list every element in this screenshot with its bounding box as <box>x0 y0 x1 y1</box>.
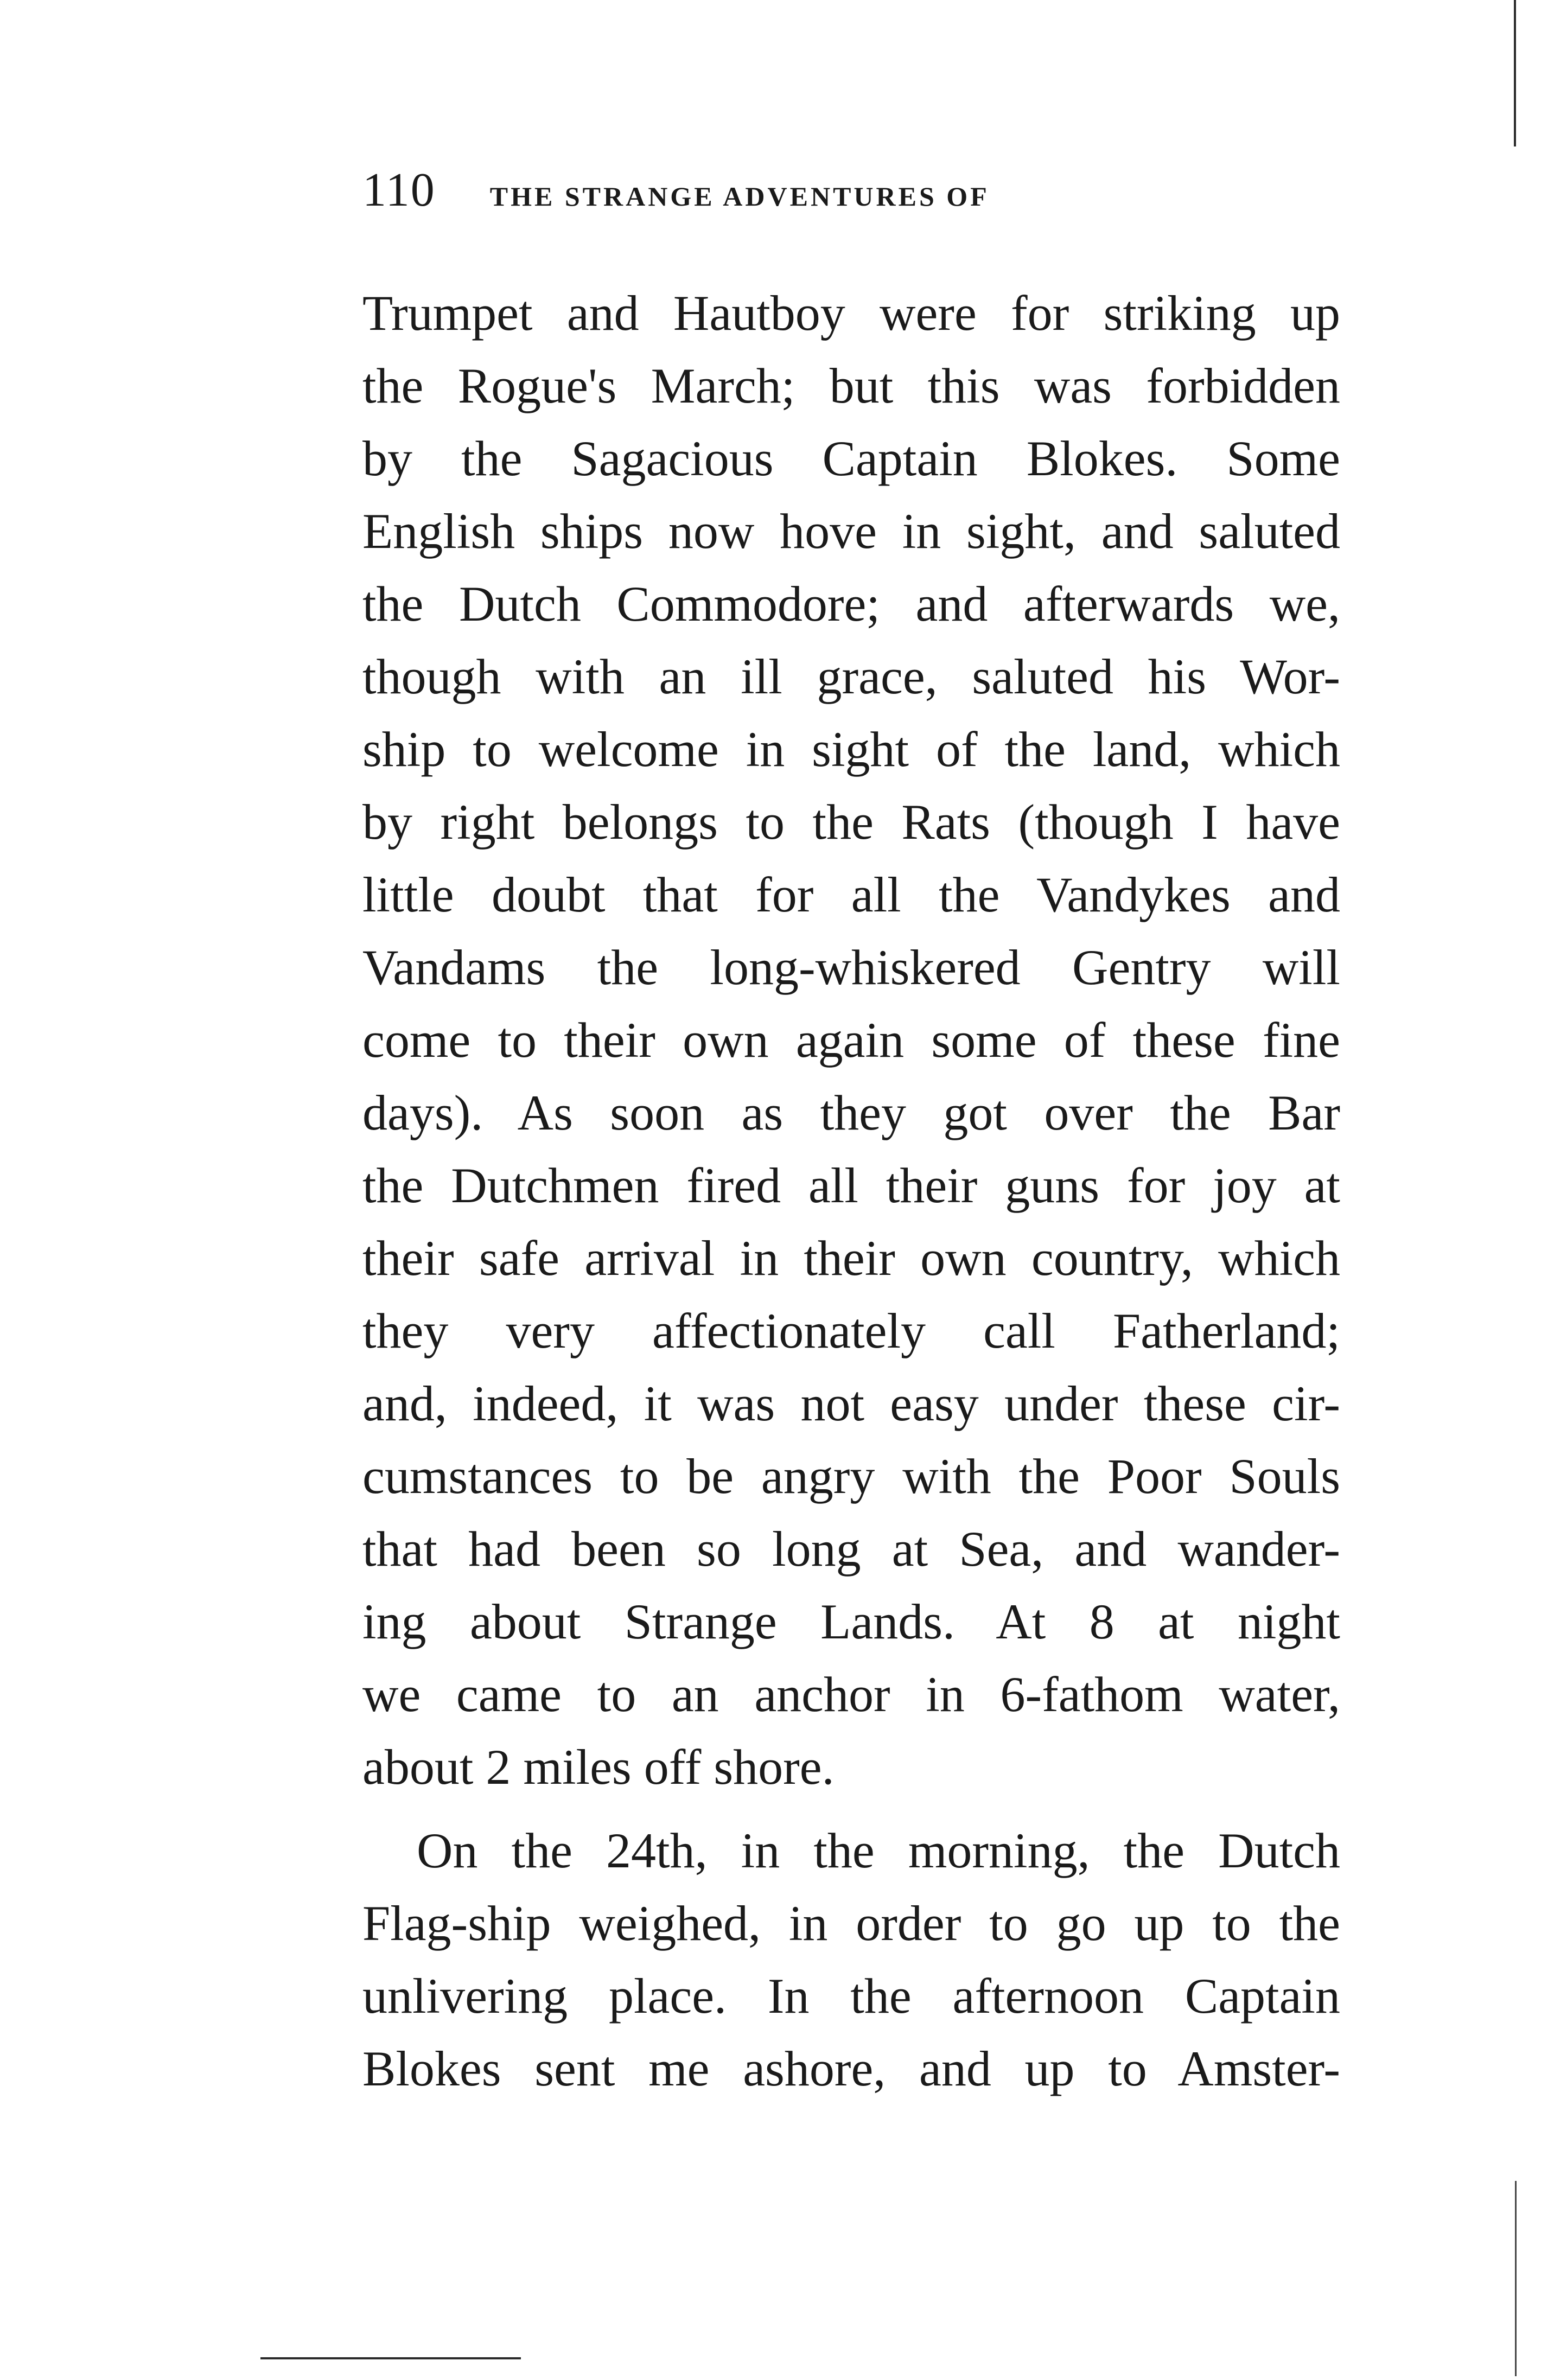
text-line: cumstances to be angry with the Poor Souls <box>362 1449 1340 1504</box>
page-header <box>362 163 990 222</box>
edge-rule <box>1515 2181 1517 2376</box>
text-line: little doubt that for all the Vandykes and <box>362 867 1340 922</box>
text-line: English ships now hove in sight, and saluted <box>362 503 1340 559</box>
text-line: by right belongs to the Rats (though I have <box>362 794 1340 850</box>
bottom-rule <box>260 2357 521 2359</box>
text-line: their safe arrival in their own country, which <box>362 1230 1340 1286</box>
text-line: we came to an anchor in 6-fathom water, <box>362 1667 1340 1722</box>
text-line: about 2 miles off shore. <box>362 1739 835 1795</box>
text-line: Vandams the long-whiskered Gentry will <box>362 940 1340 995</box>
paragraph-gap <box>362 1803 1340 1814</box>
edge-rule <box>1514 0 1516 146</box>
text-line: unlivering place. In the afternoon Captain <box>362 1968 1340 2024</box>
running-title: THE STRANGE ADVENTURES OF <box>489 181 990 212</box>
text-line: that had been so long at Sea, and wander- <box>362 1521 1340 1577</box>
text-line: On the 24th, in the morning, the Dutch <box>417 1823 1340 1878</box>
text-line: the Dutch Commodore; and afterwards we, <box>362 576 1340 631</box>
text-line: Blokes sent me ashore, and up to Amster- <box>362 2041 1340 2096</box>
text-line: and, indeed, it was not easy under these cir- <box>362 1376 1340 1431</box>
text-line: days). As soon as they got over the Bar <box>362 1085 1340 1140</box>
text-line: Trumpet and Hautboy were for striking up <box>362 285 1340 341</box>
text-line: the Rogue's March; but this was forbidden <box>362 358 1340 413</box>
body-text <box>362 277 1340 2105</box>
page-number: 110 <box>362 164 436 216</box>
text-line: ing about Strange Lands. At 8 at night <box>362 1594 1340 1649</box>
text-line: the Dutchmen fired all their guns for joy at <box>362 1158 1340 1213</box>
text-line: Flag-ship weighed, in order to go up to the <box>362 1896 1340 1951</box>
text-line: come to their own again some of these fine <box>362 1012 1340 1068</box>
text-line: ship to welcome in sight of the land, which <box>362 722 1340 777</box>
text-line: they very affectionately call Fatherland; <box>362 1303 1340 1358</box>
text-line: by the Sagacious Captain Blokes. Some <box>362 431 1340 486</box>
text-line: though with an ill grace, saluted his Wor- <box>362 649 1340 704</box>
